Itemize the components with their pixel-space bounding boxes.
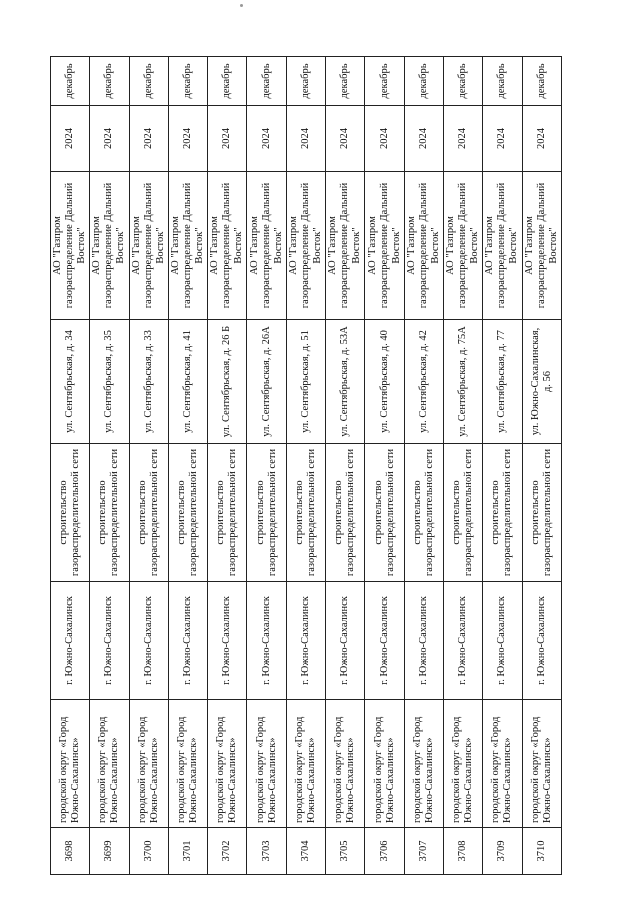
- month-cell: декабрь: [483, 57, 522, 106]
- address-cell: ул. Сентябрьская, д. 33: [129, 320, 168, 444]
- row-number: 3698: [51, 828, 90, 875]
- year-cell: 2024: [326, 106, 365, 172]
- row-number: 3706: [365, 828, 404, 875]
- organization-cell: АО "Газпром газораспределение Дальний Восток": [522, 172, 561, 320]
- row-number: 3699: [90, 828, 129, 875]
- month-cell: декабрь: [247, 57, 286, 106]
- address-cell: ул. Южно-Сахалинская, д. 56: [522, 320, 561, 444]
- municipality-cell: городской округ «Город Южно-Сахалинск»: [247, 700, 286, 828]
- year-cell: 2024: [168, 106, 207, 172]
- year-cell: 2024: [365, 106, 404, 172]
- organization-cell: АО "Газпром газораспределение Дальний Восток": [286, 172, 325, 320]
- city-cell: г. Южно-Сахалинск: [247, 582, 286, 700]
- municipality-cell: городской округ «Город Южно-Сахалинск»: [90, 700, 129, 828]
- row-number: 3703: [247, 828, 286, 875]
- month-cell: декабрь: [51, 57, 90, 106]
- table-body: [51, 57, 562, 875]
- city-cell: г. Южно-Сахалинск: [168, 582, 207, 700]
- month-cell: декабрь: [168, 57, 207, 106]
- municipality-cell: городской округ «Город Южно-Сахалинск»: [522, 700, 561, 828]
- municipality-cell: городской округ «Город Южно-Сахалинск»: [51, 700, 90, 828]
- city-cell: г. Южно-Сахалинск: [286, 582, 325, 700]
- organization-cell: АО "Газпром газораспределение Дальний Восток": [51, 172, 90, 320]
- month-cell: декабрь: [129, 57, 168, 106]
- organization-cell: АО "Газпром газораспределение Дальний Восток": [129, 172, 168, 320]
- gasification-schedule-table: [50, 56, 562, 875]
- address-cell: ул. Сентябрьская, д. 75А: [443, 320, 482, 444]
- organization-cell: АО "Газпром газораспределение Дальний Восток": [208, 172, 247, 320]
- year-cell: 2024: [51, 106, 90, 172]
- address-cell: ул. Сентябрьская, д. 53А: [326, 320, 365, 444]
- year-cell: 2024: [90, 106, 129, 172]
- table-row: [286, 57, 325, 875]
- row-number: 3701: [168, 828, 207, 875]
- month-cell: декабрь: [365, 57, 404, 106]
- table-row: [326, 57, 365, 875]
- year-cell: 2024: [129, 106, 168, 172]
- month-cell: декабрь: [326, 57, 365, 106]
- address-cell: ул. Сентябрьская, д. 26 Б: [208, 320, 247, 444]
- address-cell: ул. Сентябрьская, д. 42: [404, 320, 443, 444]
- year-cell: 2024: [443, 106, 482, 172]
- table-row: [404, 57, 443, 875]
- address-cell: ул. Сентябрьская, д. 34: [51, 320, 90, 444]
- activity-cell: строительство газораспределительной сети: [247, 444, 286, 582]
- rotated-table-wrapper: [50, 57, 562, 875]
- month-cell: декабрь: [404, 57, 443, 106]
- organization-cell: АО "Газпром газораспределение Дальний Восток": [247, 172, 286, 320]
- month-cell: декабрь: [90, 57, 129, 106]
- city-cell: г. Южно-Сахалинск: [483, 582, 522, 700]
- scan-speck: [240, 4, 243, 7]
- row-number: 3705: [326, 828, 365, 875]
- address-cell: ул. Сентябрьская, д. 40: [365, 320, 404, 444]
- activity-cell: строительство газораспределительной сети: [365, 444, 404, 582]
- year-cell: 2024: [286, 106, 325, 172]
- municipality-cell: городской округ «Город Южно-Сахалинск»: [208, 700, 247, 828]
- city-cell: г. Южно-Сахалинск: [404, 582, 443, 700]
- month-cell: декабрь: [208, 57, 247, 106]
- activity-cell: строительство газораспределительной сети: [168, 444, 207, 582]
- year-cell: 2024: [522, 106, 561, 172]
- organization-cell: АО "Газпром газораспределение Дальний Восток": [326, 172, 365, 320]
- activity-cell: строительство газораспределительной сети: [404, 444, 443, 582]
- organization-cell: АО "Газпром газораспределение Дальний Восток": [168, 172, 207, 320]
- municipality-cell: городской округ «Город Южно-Сахалинск»: [129, 700, 168, 828]
- organization-cell: АО "Газпром газораспределение Дальний Восток": [365, 172, 404, 320]
- table-row: [522, 57, 561, 875]
- row-number: 3710: [522, 828, 561, 875]
- activity-cell: строительство газораспределительной сети: [522, 444, 561, 582]
- table-row: [365, 57, 404, 875]
- municipality-cell: городской округ «Город Южно-Сахалинск»: [168, 700, 207, 828]
- row-number: 3708: [443, 828, 482, 875]
- municipality-cell: городской округ «Город Южно-Сахалинск»: [286, 700, 325, 828]
- city-cell: г. Южно-Сахалинск: [365, 582, 404, 700]
- municipality-cell: городской округ «Город Южно-Сахалинск»: [326, 700, 365, 828]
- row-number: 3704: [286, 828, 325, 875]
- row-number: 3702: [208, 828, 247, 875]
- municipality-cell: городской округ «Город Южно-Сахалинск»: [404, 700, 443, 828]
- table-row: [90, 57, 129, 875]
- activity-cell: строительство газораспределительной сети: [443, 444, 482, 582]
- activity-cell: строительство газораспределительной сети: [129, 444, 168, 582]
- address-cell: ул. Сентябрьская, д. 26А: [247, 320, 286, 444]
- table-row: [483, 57, 522, 875]
- organization-cell: АО "Газпром газораспределение Дальний Восток": [90, 172, 129, 320]
- month-cell: декабрь: [522, 57, 561, 106]
- table-row: [168, 57, 207, 875]
- city-cell: г. Южно-Сахалинск: [208, 582, 247, 700]
- activity-cell: строительство газораспределительной сети: [90, 444, 129, 582]
- row-number: 3709: [483, 828, 522, 875]
- address-cell: ул. Сентябрьская, д. 77: [483, 320, 522, 444]
- address-cell: ул. Сентябрьская, д. 41: [168, 320, 207, 444]
- city-cell: г. Южно-Сахалинск: [129, 582, 168, 700]
- year-cell: 2024: [483, 106, 522, 172]
- year-cell: 2024: [247, 106, 286, 172]
- city-cell: г. Южно-Сахалинск: [522, 582, 561, 700]
- organization-cell: АО "Газпром газораспределение Дальний Восток": [443, 172, 482, 320]
- month-cell: декабрь: [286, 57, 325, 106]
- municipality-cell: городской округ «Город Южно-Сахалинск»: [365, 700, 404, 828]
- city-cell: г. Южно-Сахалинск: [443, 582, 482, 700]
- organization-cell: АО "Газпром газораспределение Дальний Восток": [483, 172, 522, 320]
- activity-cell: строительство газораспределительной сети: [326, 444, 365, 582]
- address-cell: ул. Сентябрьская, д. 51: [286, 320, 325, 444]
- table-row: [247, 57, 286, 875]
- activity-cell: строительство газораспределительной сети: [208, 444, 247, 582]
- address-cell: ул. Сентябрьская, д. 35: [90, 320, 129, 444]
- city-cell: г. Южно-Сахалинск: [326, 582, 365, 700]
- municipality-cell: городской округ «Город Южно-Сахалинск»: [443, 700, 482, 828]
- city-cell: г. Южно-Сахалинск: [90, 582, 129, 700]
- row-number: 3700: [129, 828, 168, 875]
- table-row: [129, 57, 168, 875]
- table-row: [443, 57, 482, 875]
- activity-cell: строительство газораспределительной сети: [483, 444, 522, 582]
- row-number: 3707: [404, 828, 443, 875]
- organization-cell: АО "Газпром газораспределение Дальний Восток": [404, 172, 443, 320]
- month-cell: декабрь: [443, 57, 482, 106]
- year-cell: 2024: [404, 106, 443, 172]
- city-cell: г. Южно-Сахалинск: [51, 582, 90, 700]
- year-cell: 2024: [208, 106, 247, 172]
- table-row: [51, 57, 90, 875]
- activity-cell: строительство газораспределительной сети: [286, 444, 325, 582]
- activity-cell: строительство газораспределительной сети: [51, 444, 90, 582]
- table-row: [208, 57, 247, 875]
- municipality-cell: городской округ «Город Южно-Сахалинск»: [483, 700, 522, 828]
